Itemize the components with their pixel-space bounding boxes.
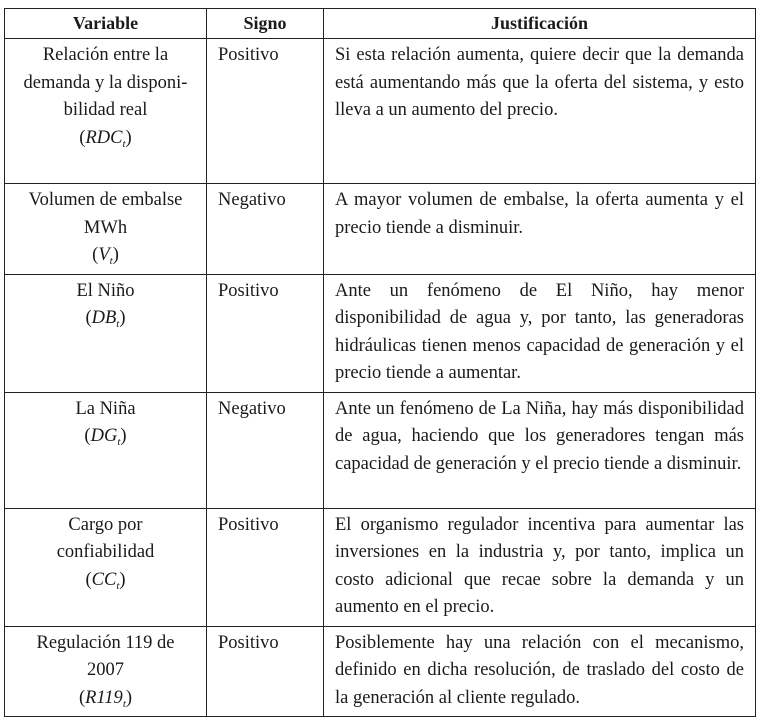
- variable-line: Regulación 119 de: [36, 632, 175, 653]
- table-row: [5, 39, 756, 184]
- variable-cell: [5, 392, 207, 508]
- variable-line: Relación entre la: [42, 45, 169, 65]
- justificacion-cell: Si esta relación aumenta, quiere decir que la demanda está aumentando más que la oferta del sistema, y esto lleva a un aumento del precio.: [324, 39, 756, 184]
- table-row: [5, 508, 756, 626]
- variable-line: 2007: [87, 660, 124, 680]
- justificacion-cell: Ante un fenómeno de El Niño, hay menor disponibilidad de agua y, por tanto, las generadoras hidráulicas tienen menos capacidad de generación y el precio tiende a aumentar.: [324, 274, 756, 392]
- justificacion-cell: Posiblemente hay una relación con el mecanismo, definido en dicha resolución, de traslado del costo de la generación al cliente regulado.: [324, 626, 756, 717]
- symbol-subscript: t: [122, 137, 126, 150]
- variable-cell: [5, 39, 207, 184]
- symbol-text: DG: [90, 426, 118, 446]
- variable-line: El Niño: [76, 280, 135, 301]
- variable-line: Cargo por: [68, 514, 143, 535]
- variable-cell: [5, 626, 207, 717]
- justificacion-cell: Ante un fenómeno de La Niña, hay más disponibilidad de agua, haciendo que los generadores tengan más capacidad de generación y el precio tiende a disminuir.: [324, 392, 756, 508]
- symbol-subscript: t: [109, 255, 113, 267]
- variable-cell: [5, 184, 207, 275]
- table-row: [5, 392, 756, 508]
- variable-cell: [5, 508, 207, 626]
- justificacion-cell: A mayor volumen de embalse, la oferta aumenta y el precio tiende a disminuir.: [324, 184, 756, 275]
- symbol-text: RDC: [85, 127, 123, 148]
- variable-cell: [5, 274, 207, 392]
- variable-line: bilidad real: [63, 100, 148, 120]
- variable-symbol: $(CC_t)$: [85, 569, 126, 592]
- variable-line: Volumen de embalse: [28, 190, 183, 210]
- signo-cell: Positivo: [207, 274, 324, 392]
- variable-symbol: $(DG_t)$: [84, 426, 127, 448]
- symbol-text: V: [98, 245, 110, 265]
- symbol-subscript: t: [122, 697, 126, 710]
- header-justificacion: Justificación: [324, 9, 756, 39]
- table-row: [5, 626, 756, 717]
- table-row: [5, 184, 756, 275]
- signo-cell: Positivo: [207, 39, 324, 184]
- variable-symbol: $(R119_t)$: [78, 687, 133, 710]
- symbol-text: CC: [91, 569, 117, 590]
- variable-line: La Niña: [75, 398, 136, 419]
- table-row: [5, 274, 756, 392]
- variables-table: [4, 8, 756, 717]
- variable-symbol: $(RDC_t)$: [79, 127, 132, 150]
- signo-cell: Negativo: [207, 392, 324, 508]
- variable-line: confiabilidad: [56, 542, 155, 562]
- signo-cell: Positivo: [207, 626, 324, 717]
- variable-line: MWh: [83, 217, 128, 238]
- justificacion-cell: El organismo regulador incentiva para aumentar las inversiones en la industria y, por tanto, implica un costo adicional que recae sobre la demanda y un aumento en el precio.: [324, 508, 756, 626]
- variable-symbol: $(V_t)$: [92, 245, 119, 267]
- symbol-subscript: t: [117, 436, 121, 448]
- signo-cell: Positivo: [207, 508, 324, 626]
- symbol-subscript: t: [116, 579, 120, 592]
- symbol-subscript: t: [116, 318, 120, 330]
- variable-line: demanda y la disponi-: [23, 72, 188, 93]
- header-row: [5, 9, 756, 39]
- symbol-text: R119: [85, 687, 123, 708]
- signo-cell: Negativo: [207, 184, 324, 275]
- symbol-text: DB: [91, 308, 117, 328]
- header-signo: Signo: [207, 9, 324, 39]
- header-variable: Variable: [5, 9, 207, 39]
- variable-symbol: $(DB_t)$: [85, 308, 126, 330]
